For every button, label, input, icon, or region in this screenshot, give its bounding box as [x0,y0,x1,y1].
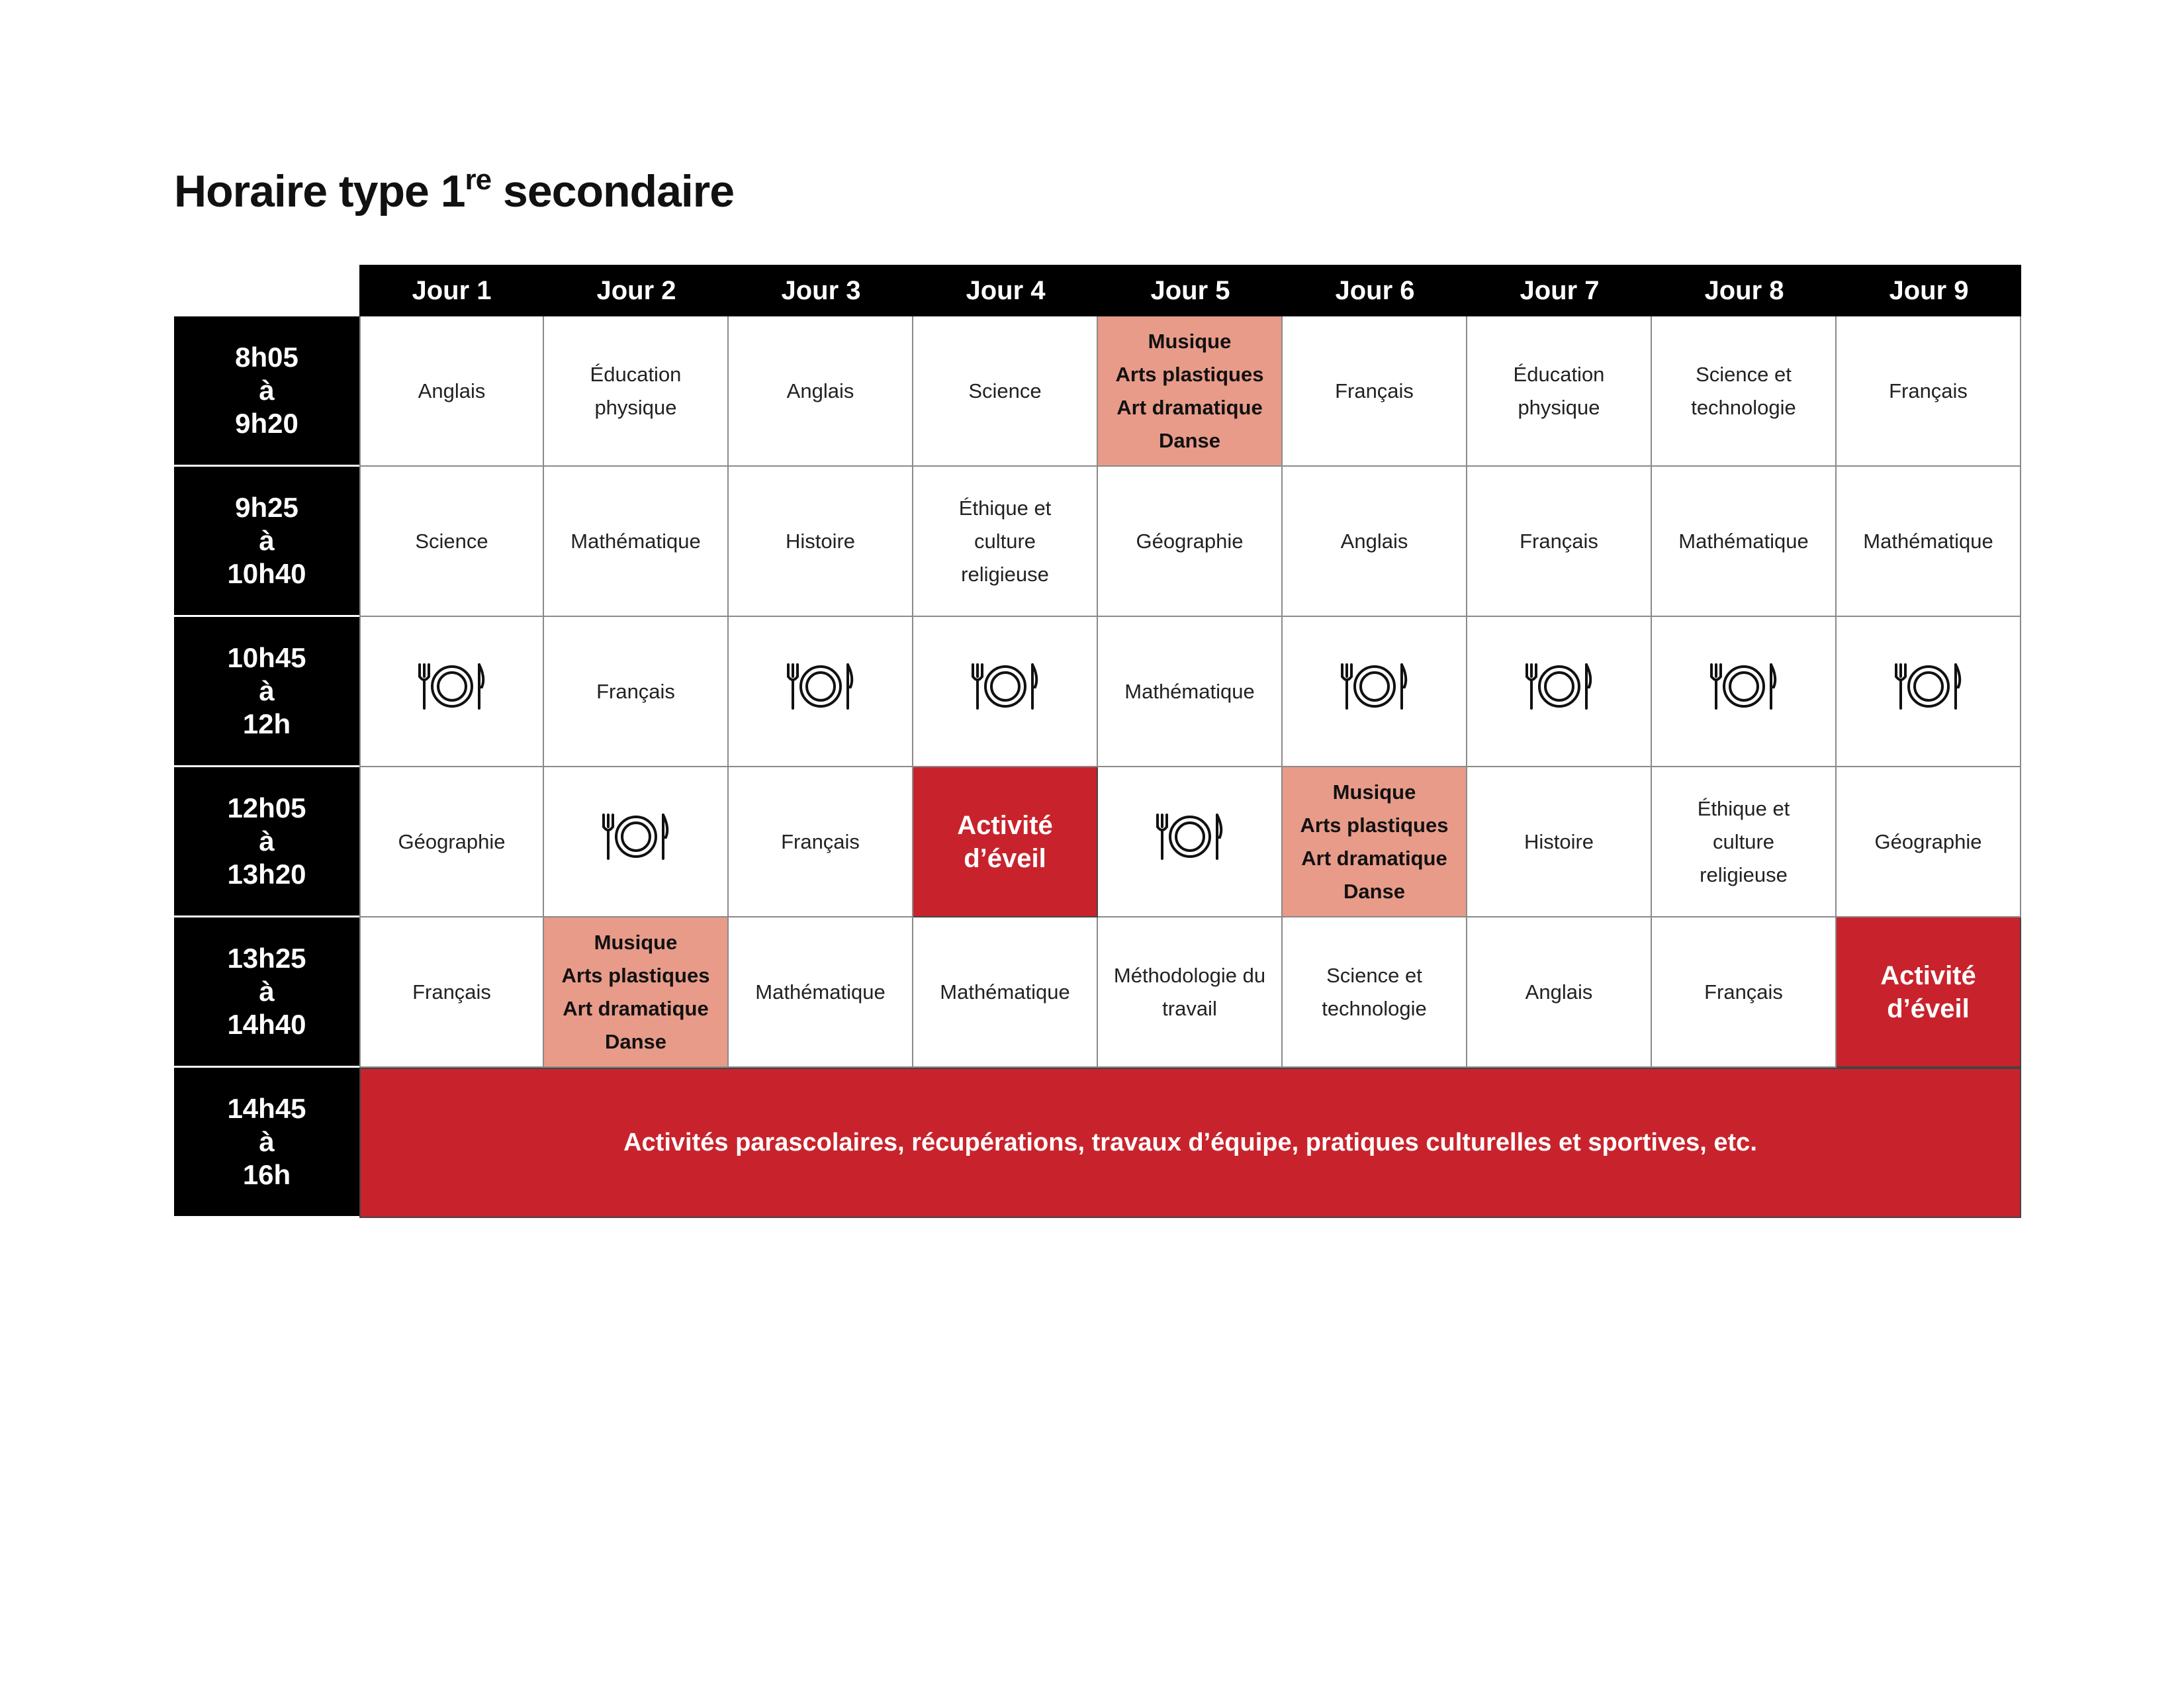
course-cell [1837,316,2021,467]
time-line: 10h40 [227,558,306,589]
course-label [1698,792,1790,892]
course-cell [1467,767,1652,917]
course-cell [1098,917,1283,1068]
course-label [959,492,1052,591]
activity-cell [1837,917,2021,1068]
course-label [968,375,1041,408]
course-label [1704,976,1783,1009]
course-cell [359,316,544,467]
course-label [1124,675,1254,708]
time-slot-5 [174,917,359,1068]
course-cell [729,917,913,1068]
course-cell [359,767,544,917]
course-line: Art dramatique [1301,846,1447,870]
time-slot-2 [174,467,359,617]
course-line: d’éveil [964,843,1046,873]
course-line: Mathématique [755,980,886,1004]
course-label [781,825,860,859]
course-line: technologie [1322,996,1427,1020]
meal-cell [544,767,729,917]
course-line: Science [968,379,1042,402]
time-slot-4 [174,767,359,917]
course-label [1691,358,1796,424]
meal-cell [1837,617,2021,767]
day-header-9: Jour 9 [1837,265,2021,316]
course-cell [1837,767,2021,917]
day-header-5: Jour 5 [1098,265,1283,316]
time-line: à [259,825,275,857]
course-label [1322,959,1427,1025]
meal-icon [969,661,1042,722]
course-line: Français [412,980,491,1004]
meal-icon [1523,661,1596,722]
time-line: à [259,375,275,406]
day-header-3: Jour 3 [729,265,913,316]
time-line: 9h20 [235,408,298,439]
course-label [1335,375,1414,408]
course-line: Français [596,679,675,703]
meal-cell [1652,617,1837,767]
course-line: culture [974,529,1036,553]
course-cell [913,316,1098,467]
course-line: Musique [1332,780,1416,804]
course-line: Histoire [1524,829,1594,853]
course-line: Arts plastiques [1300,813,1449,837]
time-line: 13h20 [227,859,306,890]
activity-cell [913,767,1098,917]
course-line: Éducation [590,362,682,386]
course-line: Art dramatique [563,996,709,1020]
course-line: Anglais [1525,980,1593,1004]
course-line: religieuse [1700,863,1788,886]
course-line: Français [781,829,860,853]
course-line: Science et [1696,362,1792,386]
course-cell [1467,316,1652,467]
time-line: 16h [242,1159,291,1190]
course-cell [1098,467,1283,617]
page-title: Horaire type 1re secondaire [174,164,735,216]
course-cell [1652,917,1837,1068]
time-slot-1 [174,316,359,467]
course-cell [544,467,729,617]
course-label [1300,776,1449,908]
meal-icon [1892,661,1965,722]
meal-cell [729,617,913,767]
course-line: Anglais [786,379,854,402]
course-line: Mathématique [1863,529,1993,553]
day-header-6: Jour 6 [1283,265,1467,316]
course-label [1136,525,1243,558]
course-label [1520,525,1598,558]
course-label [1514,358,1605,424]
course-cell [1283,316,1467,467]
afternoon-activities-banner: Activités parascolaires, récupérations, travaux d’équipe, pratiques culturelles et sportives, etc. [359,1068,2021,1218]
course-label [1889,375,1968,408]
course-label [412,976,491,1009]
course-cell [359,467,544,617]
meal-icon [416,661,488,722]
course-label [596,675,675,708]
course-line: Activité [957,810,1053,840]
course-line: Arts plastiques [561,963,710,987]
course-label [1524,825,1594,859]
course-label [1114,959,1265,1025]
course-line: Danse [1158,428,1221,452]
time-slot-3 [174,617,359,767]
meal-cell [359,617,544,767]
course-cell [1283,467,1467,617]
course-line: Français [1889,379,1968,402]
table-corner [174,265,359,316]
course-label [755,976,885,1009]
course-line: Éthique et [1697,796,1790,820]
course-cell [1098,316,1283,467]
course-cell [729,767,913,917]
course-cell [913,467,1098,617]
course-line: Anglais [1340,529,1408,553]
course-cell [1652,467,1837,617]
time-line: à [259,525,275,556]
course-cell [544,316,729,467]
day-header-8: Jour 8 [1652,265,1837,316]
course-line: Géographie [1874,829,1982,853]
course-label [398,825,505,859]
course-line: Histoire [785,529,856,553]
course-line: Éducation [1513,362,1605,386]
course-line: Géographie [398,829,506,853]
course-line: Français [1520,529,1598,553]
course-label [1874,825,1981,859]
course-label [787,375,854,408]
course-label [562,926,710,1058]
course-line: Art dramatique [1116,395,1263,419]
course-cell [1837,467,2021,617]
course-cell [1283,767,1467,917]
course-cell [1652,316,1837,467]
course-line: Éthique et [958,496,1052,520]
meal-cell [913,617,1098,767]
time-line: 12h [242,708,291,739]
course-line: Danse [1343,879,1406,903]
course-line: Musique [594,930,678,954]
course-label [1341,525,1408,558]
time-line: 13h25 [227,943,306,974]
course-line: physique [1518,395,1600,419]
course-line: Mathématique [570,529,701,553]
course-line: Science et [1326,963,1422,987]
meal-icon [784,661,857,722]
course-cell [913,917,1098,1068]
time-line: 14h40 [227,1009,306,1040]
day-header-7: Jour 7 [1467,265,1652,316]
course-cell [1467,467,1652,617]
course-label [940,976,1069,1009]
day-header-1: Jour 1 [359,265,544,316]
time-line: à [259,976,275,1007]
course-label [1116,325,1264,457]
course-cell [544,617,729,767]
course-line: Danse [604,1029,667,1053]
meal-icon [1338,661,1411,722]
day-header-4: Jour 4 [913,265,1098,316]
time-line: 10h45 [227,642,306,673]
course-line: Mathématique [940,980,1070,1004]
meal-icon [1707,661,1780,722]
course-label [418,375,486,408]
course-cell [359,917,544,1068]
course-line: physique [594,395,677,419]
time-line: 8h05 [235,342,298,373]
course-line: Français [1335,379,1414,402]
course-line: Musique [1148,329,1232,353]
meal-icon [1154,811,1226,872]
course-label [786,525,855,558]
course-line: Mathématique [1678,529,1809,553]
course-line: Activité [1880,961,1976,990]
course-cell [729,467,913,617]
time-line: 12h05 [227,792,306,823]
time-line: 14h45 [227,1093,306,1124]
course-label [1525,976,1593,1009]
course-line: Mathématique [1124,679,1255,703]
meal-icon [600,811,672,872]
course-label [1678,525,1808,558]
course-line: culture [1712,829,1775,853]
course-line: d’éveil [1887,994,1970,1023]
course-line: Arts plastiques [1115,362,1264,386]
course-cell [729,316,913,467]
meal-cell [1283,617,1467,767]
course-cell [1283,917,1467,1068]
course-line: Anglais [418,379,486,402]
course-cell [1098,617,1283,767]
course-label [1880,959,1976,1025]
course-label [1863,525,1993,558]
course-label [570,525,700,558]
course-cell [544,917,729,1068]
course-line: travail [1162,996,1217,1020]
course-line: Français [1704,980,1783,1004]
course-line: technologie [1691,395,1796,419]
time-line: 9h25 [235,492,298,523]
course-line: Méthodologie du [1113,963,1266,987]
day-header-2: Jour 2 [544,265,729,316]
schedule-table [174,265,2021,1218]
course-line: Science [415,529,488,553]
course-line: religieuse [961,562,1049,586]
meal-cell [1098,767,1283,917]
course-cell [1467,917,1652,1068]
course-cell [1652,767,1837,917]
meal-cell [1467,617,1652,767]
course-label [957,809,1053,875]
time-slot-6 [174,1068,359,1218]
time-line: à [259,1126,275,1157]
course-label [590,358,682,424]
time-line: à [259,675,275,706]
course-line: Géographie [1136,529,1244,553]
course-label [415,525,488,558]
